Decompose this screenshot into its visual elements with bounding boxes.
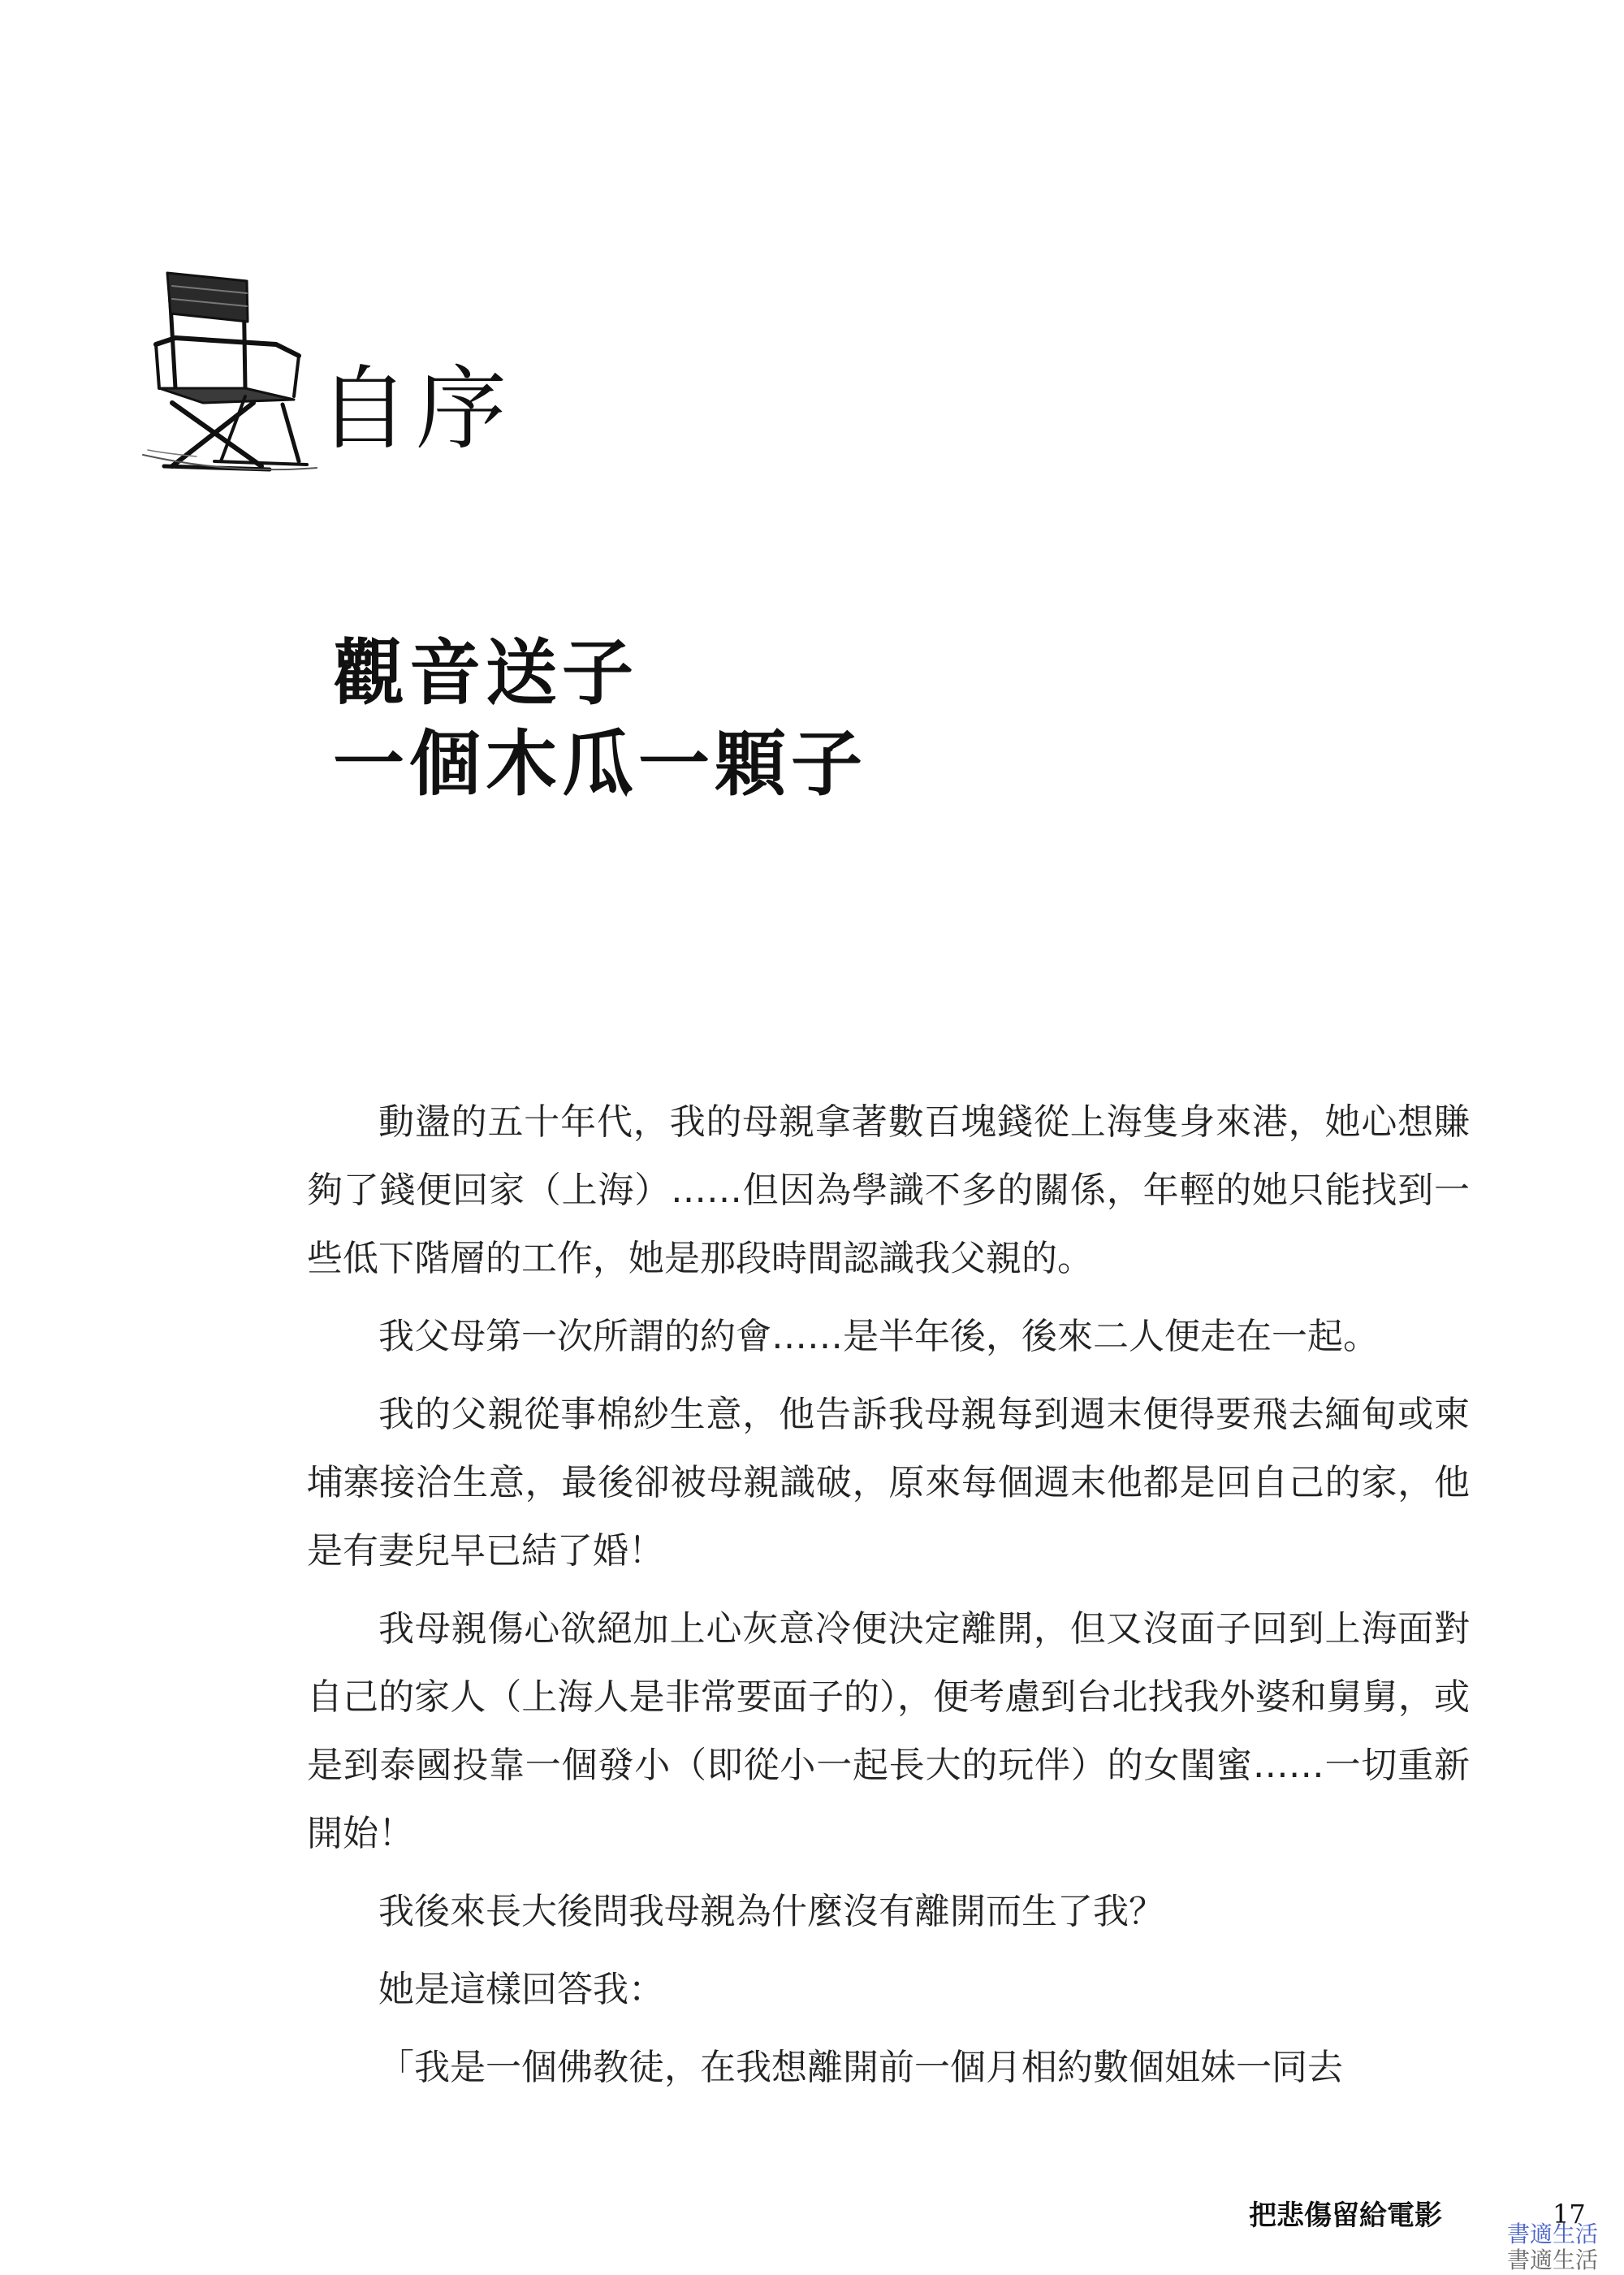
directors-chair-icon [140,266,320,476]
body-text [307,1088,1470,2112]
paragraph: 「我是一個佛教徒，在我想離開前一個月相約數個姐妹一同去 [378,2047,1343,2088]
paragraph: 動盪的五十年代，我的母親拿著數百塊錢從上海隻身來港，她心想賺夠了錢便回家（上海）……但因為學識不多的關係，年輕的她只能找到一些低下階層的工作，她是那段時間認識我父親的。 [307,1101,1470,1279]
page-number: 17 [1553,2199,1586,2230]
section-title: 自序 [318,357,513,462]
watermark: 書適生活 [1507,2221,1599,2247]
paragraph: 我的父親從事棉紗生意，他告訴我母親每到週末便得要飛去緬甸或柬埔寨接洽生意，最後卻被母親識破，原來每個週末他都是回自己的家，他是有妻兒早已結了婚！ [307,1394,1470,1572]
paragraph: 我後來長大後問我母親為什麼沒有離開而生了我？ [378,1891,1164,1932]
chapter-title [333,627,867,809]
watermark-shadow: 書適生活 [1507,2247,1599,2273]
paragraph: 我母親傷心欲絕加上心灰意冷便決定離開，但又沒面子回到上海面對自己的家人（上海人是非常要面子的），便考慮到台北找我外婆和舅舅，或是到泰國投靠一個發小（即從小一起長大的玩伴）的女閨蜜……一切重新開始！ [307,1608,1470,1854]
paragraph: 我父母第一次所謂的約會……是半年後，後來二人便走在一起。 [378,1316,1379,1357]
chapter-title-line-1: 觀音送子 [333,630,639,715]
paragraph: 她是這樣回答我： [378,1969,664,2010]
chapter-title-line-2: 一個木瓜一顆子 [333,721,868,806]
running-footer-book-title: 把悲傷留給電影 [1249,2199,1442,2232]
